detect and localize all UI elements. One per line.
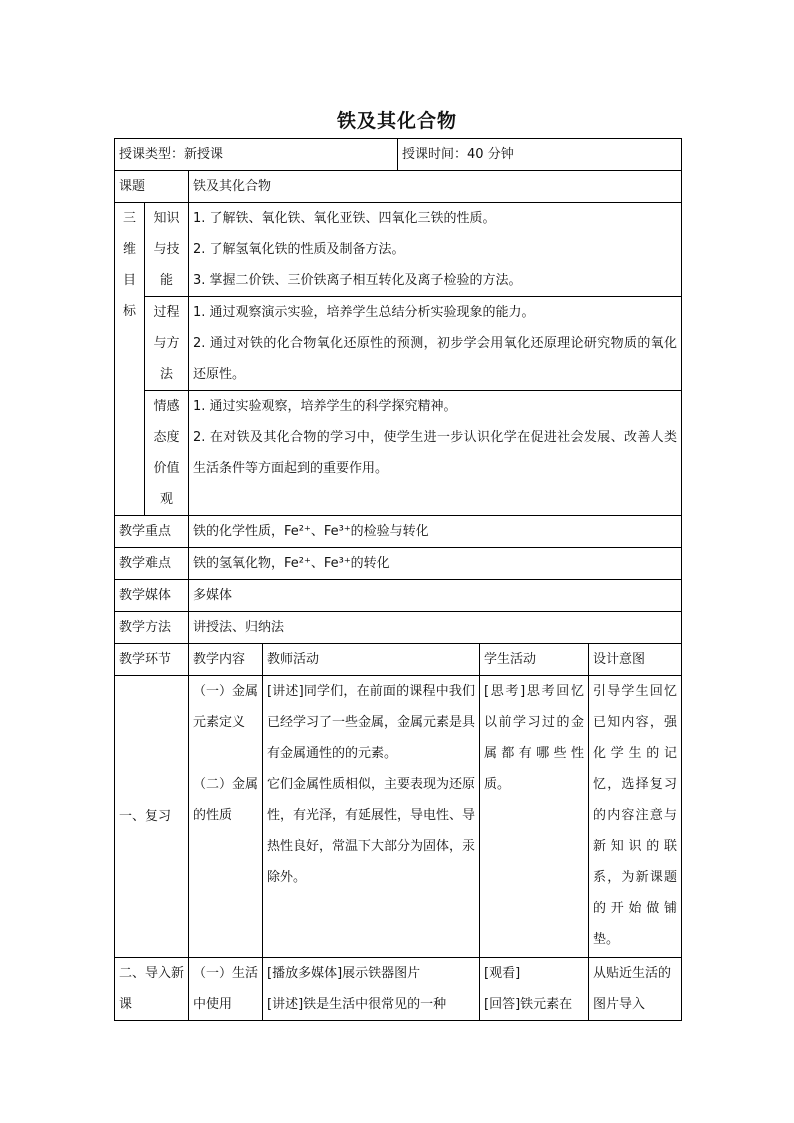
process-methods-content: 1. 通过观察演示实验，培养学生总结分析实验现象的能力。 2. 通过对铁的化合物氧化还原性的预测，初步学会用氧化还原理论研究物质的氧化还原性。	[189, 297, 682, 391]
intro-teacher-activity: [播放多媒体]展示铁器图片 [讲述]铁是生活中很常见的一种	[263, 958, 480, 1021]
emotion-values-label: 情感 态度 价值 观	[145, 391, 189, 516]
header-content: 教学内容	[189, 644, 263, 676]
header-stage: 教学环节	[115, 644, 189, 676]
lesson-type-cell: 授课类型：新授课	[115, 139, 398, 171]
lesson-plan-table	[114, 138, 682, 1021]
media-value: 多媒体	[189, 580, 682, 612]
methods-label: 教学方法	[115, 612, 189, 644]
emotion-values-content: 1. 通过实验观察，培养学生的科学探究精神。 2. 在对铁及其化合物的学习中，使学生进一步认识化学在促进社会发展、改善人类生活条件等方面起到的重要作用。	[189, 391, 682, 516]
intro-student-activity: [观看] [回答]铁元素在	[480, 958, 589, 1021]
review-design-intent: 引导学生回忆已知内容，强化学生的记忆，选择复习的内容注意与新知识的联系，为新课题的开始做铺垫。	[589, 676, 682, 958]
lesson-time-cell: 授课时间：40 分钟	[398, 139, 682, 171]
methods-value: 讲授法、归纳法	[189, 612, 682, 644]
objectives-group-label: 三 维 目 标	[115, 203, 145, 516]
knowledge-skills-label: 知识 与技 能	[145, 203, 189, 297]
review-teacher-activity: [讲述]同学们，在前面的课程中我们已经学习了一些金属，金属元素是具有金属通性的的元素。 它们金属性质相似，主要表现为还原性，有光泽，有延展性，导电性、导热性良好，常温下大部分为固体，汞除外。	[263, 676, 480, 958]
review-student-activity: [思考]思考回忆以前学习过的金属都有哪些性质。	[480, 676, 589, 958]
header-student: 学生活动	[480, 644, 589, 676]
header-teacher: 教师活动	[263, 644, 480, 676]
header-intent: 设计意图	[589, 644, 682, 676]
review-stage: 一、复习	[115, 676, 189, 958]
intro-design-intent: 从贴近生活的图片导入	[589, 958, 682, 1021]
media-label: 教学媒体	[115, 580, 189, 612]
review-content: （一）金属元素定义 （二）金属的性质	[189, 676, 263, 958]
difficulties-label: 教学难点	[115, 548, 189, 580]
topic-label: 课题	[115, 171, 189, 203]
document-title: 铁及其化合物	[336, 110, 457, 132]
intro-content: （一）生活中使用	[189, 958, 263, 1021]
topic-value: 铁及其化合物	[189, 171, 682, 203]
intro-stage: 二、导入新课	[115, 958, 189, 1021]
difficulties-value: 铁的氢氧化物，Fe²⁺、Fe³⁺的转化	[189, 548, 682, 580]
key-points-label: 教学重点	[115, 516, 189, 548]
key-points-value: 铁的化学性质，Fe²⁺、Fe³⁺的检验与转化	[189, 516, 682, 548]
process-methods-label: 过程 与方 法	[145, 297, 189, 391]
knowledge-skills-content: 1. 了解铁、氧化铁、氧化亚铁、四氧化三铁的性质。 2. 了解氢氧化铁的性质及制备方法。 3. 掌握二价铁、三价铁离子相互转化及离子检验的方法。	[189, 203, 682, 297]
